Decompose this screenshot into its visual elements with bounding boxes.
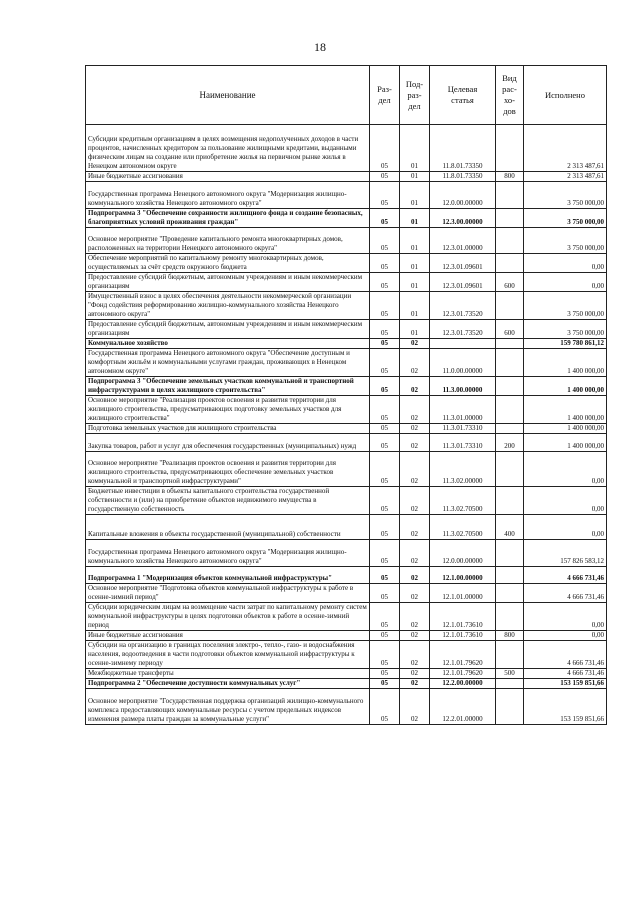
cell-razdel: 05 <box>370 209 400 228</box>
cell-expense-type: 800 <box>496 631 524 641</box>
cell-razdel: 05 <box>370 631 400 641</box>
cell-article: 11.3.00.00000 <box>430 377 496 396</box>
cell-podrazdel: 02 <box>400 567 430 584</box>
table-row <box>86 631 607 641</box>
table-row <box>86 377 607 396</box>
cell-name: Подготовка земельных участков для жилищного строительства <box>86 424 370 434</box>
cell-podrazdel: 02 <box>400 377 430 396</box>
cell-expense-type <box>496 339 524 349</box>
cell-article: 11.3.02.00000 <box>430 452 496 487</box>
header-podrazdel-line: Под- <box>405 78 424 89</box>
header-article-line: Целевая <box>447 84 478 94</box>
cell-podrazdel: 01 <box>400 254 430 273</box>
cell-razdel: 05 <box>370 320 400 339</box>
table-row <box>86 424 607 434</box>
cell-article: 11.8.01.73350 <box>430 172 496 182</box>
cell-expense-type <box>496 377 524 396</box>
cell-razdel: 05 <box>370 540 400 567</box>
cell-name: Предоставление субсидий бюджетным, автономным учреждениям и иным некоммерческим организациям <box>86 320 370 339</box>
cell-podrazdel: 02 <box>400 540 430 567</box>
header-expense-type <box>496 66 524 125</box>
cell-article: 12.2.01.00000 <box>430 689 496 725</box>
table-row <box>86 603 607 631</box>
cell-podrazdel: 02 <box>400 452 430 487</box>
cell-expense-type <box>496 396 524 424</box>
cell-name: Основное мероприятие "Реализация проектов освоения и развития территории для жилищного строительства, предусматривающих подготовку земельных участков для жилищного строительства" <box>86 396 370 424</box>
cell-razdel: 05 <box>370 292 400 320</box>
cell-podrazdel: 02 <box>400 424 430 434</box>
table-row <box>86 540 607 567</box>
header-razdel-line: дел <box>378 95 391 105</box>
cell-executed: 0,00 <box>524 273 607 292</box>
table-row <box>86 273 607 292</box>
cell-executed: 0,00 <box>524 603 607 631</box>
cell-name: Межбюджетные трансферты <box>86 669 370 679</box>
header-razdel-line: Раз- <box>377 84 392 94</box>
cell-expense-type <box>496 567 524 584</box>
cell-executed: 4 666 731,46 <box>524 641 607 669</box>
cell-razdel: 05 <box>370 515 400 540</box>
table-row <box>86 209 607 228</box>
cell-razdel: 05 <box>370 125 400 172</box>
table-row <box>86 228 607 254</box>
table-row <box>86 641 607 669</box>
cell-executed: 4 666 731,46 <box>524 669 607 679</box>
table-row <box>86 172 607 182</box>
cell-razdel: 05 <box>370 273 400 292</box>
header-executed: Исполнено <box>524 66 607 125</box>
cell-podrazdel: 01 <box>400 292 430 320</box>
cell-article: 12.1.01.79620 <box>430 669 496 679</box>
cell-name: Субсидии юридическим лицам на возмещение части затрат по капитальному ремонту систем коммунальной инфраструктуры в целях подготовки объектов к работе в осенне-зимний период <box>86 603 370 631</box>
cell-article: 12.1.01.73610 <box>430 603 496 631</box>
cell-executed: 1 400 000,00 <box>524 424 607 434</box>
header-expense-type-line: дов <box>503 106 516 116</box>
cell-expense-type <box>496 182 524 209</box>
cell-executed: 0,00 <box>524 515 607 540</box>
cell-podrazdel: 02 <box>400 339 430 349</box>
cell-expense-type <box>496 641 524 669</box>
cell-expense-type: 600 <box>496 273 524 292</box>
table-row <box>86 567 607 584</box>
cell-article: 11.3.02.70500 <box>430 515 496 540</box>
cell-expense-type: 200 <box>496 434 524 452</box>
cell-expense-type <box>496 228 524 254</box>
cell-razdel: 05 <box>370 669 400 679</box>
cell-name: Предоставление субсидий бюджетным, автономным учреждениям и иным некоммерческим организациям <box>86 273 370 292</box>
cell-article: 11.3.01.00000 <box>430 396 496 424</box>
header-expense-type-line: рас- <box>502 84 517 94</box>
table-row <box>86 515 607 540</box>
cell-name: Подпрограмма 3 "Обеспечение земельных участков коммунальной и транспортной инфраструктурами в целях жилищного строительства" <box>86 377 370 396</box>
header-name: Наименование <box>86 66 370 125</box>
table-row <box>86 584 607 603</box>
cell-name: Подпрограмма 2 "Обеспечение доступности коммунальных услуг" <box>86 679 370 689</box>
cell-expense-type <box>496 487 524 515</box>
cell-article: 12.3.01.09601 <box>430 254 496 273</box>
cell-podrazdel: 02 <box>400 396 430 424</box>
cell-name: Подпрограмма 3 "Обеспечение сохранности жилищного фонда и создание безопасных, благоприятных условий проживания граждан" <box>86 209 370 228</box>
cell-expense-type: 400 <box>496 515 524 540</box>
cell-executed: 1 400 000,00 <box>524 349 607 377</box>
cell-executed: 1 400 000,00 <box>524 434 607 452</box>
cell-article: 11.8.01.73350 <box>430 125 496 172</box>
cell-podrazdel: 01 <box>400 172 430 182</box>
cell-executed: 3 750 000,00 <box>524 292 607 320</box>
cell-podrazdel: 02 <box>400 669 430 679</box>
header-podrazdel <box>400 66 430 125</box>
page-number: 18 <box>314 40 326 54</box>
cell-article: 12.1.01.73610 <box>430 631 496 641</box>
cell-podrazdel: 02 <box>400 603 430 631</box>
cell-name: Государственная программа Ненецкого автономного округа "Обеспечение доступным и комфортным жильём и коммунальными услугами граждан, проживающих в Ненецком автономном округе" <box>86 349 370 377</box>
cell-razdel: 05 <box>370 349 400 377</box>
cell-name: Субсидии на организацию в границах поселения электро-, тепло-, газо- и водоснабжения населения, водоотведения в части подготовки объектов коммунальной инфраструктуры к осенне-зимнему периоду <box>86 641 370 669</box>
cell-expense-type <box>496 424 524 434</box>
cell-podrazdel: 02 <box>400 679 430 689</box>
cell-name: Обеспечение мероприятий по капитальному ремонту многоквартирных домов, осуществляемых за счёт средств окружного бюджета <box>86 254 370 273</box>
cell-razdel: 05 <box>370 172 400 182</box>
cell-name: Государственная программа Ненецкого автономного округа "Модернизация жилищно-коммунального хозяйства Ненецкого автономного округа" <box>86 540 370 567</box>
cell-executed: 3 750 000,00 <box>524 182 607 209</box>
cell-name: Основное мероприятие "Подготовка объектов коммунальной инфраструктуры к работе в осенне-зимний период" <box>86 584 370 603</box>
cell-article: 11.0.00.00000 <box>430 349 496 377</box>
cell-executed: 2 313 487,61 <box>524 125 607 172</box>
table-header-row <box>86 66 607 125</box>
cell-razdel: 05 <box>370 452 400 487</box>
table-row <box>86 452 607 487</box>
cell-article: 12.3.01.73520 <box>430 292 496 320</box>
cell-podrazdel: 02 <box>400 641 430 669</box>
cell-executed: 4 666 731,46 <box>524 567 607 584</box>
cell-razdel: 05 <box>370 424 400 434</box>
cell-podrazdel: 02 <box>400 689 430 725</box>
cell-executed: 3 750 000,00 <box>524 228 607 254</box>
table-row <box>86 669 607 679</box>
cell-expense-type <box>496 254 524 273</box>
cell-razdel: 05 <box>370 396 400 424</box>
cell-name: Подпрограмма 1 "Модернизация объектов коммунальной инфраструктуры" <box>86 567 370 584</box>
cell-executed: 153 159 851,66 <box>524 689 607 725</box>
cell-podrazdel: 01 <box>400 273 430 292</box>
cell-podrazdel: 02 <box>400 434 430 452</box>
cell-name: Иные бюджетные ассигнования <box>86 631 370 641</box>
cell-podrazdel: 02 <box>400 349 430 377</box>
header-razdel <box>370 66 400 125</box>
cell-expense-type: 500 <box>496 669 524 679</box>
cell-expense-type <box>496 452 524 487</box>
cell-name: Имущественный взнос в целях обеспечения деятельности некоммерческой организации "Фонд содействия реформированию жилищно-коммунального хозяйства Ненецкого автономного округа" <box>86 292 370 320</box>
cell-executed: 1 400 000,00 <box>524 377 607 396</box>
cell-expense-type: 600 <box>496 320 524 339</box>
cell-expense-type <box>496 689 524 725</box>
cell-razdel: 05 <box>370 567 400 584</box>
table-row <box>86 689 607 725</box>
table-row <box>86 254 607 273</box>
table-row <box>86 125 607 172</box>
cell-razdel: 05 <box>370 603 400 631</box>
cell-executed: 0,00 <box>524 631 607 641</box>
cell-podrazdel: 02 <box>400 515 430 540</box>
cell-podrazdel: 02 <box>400 487 430 515</box>
table-row <box>86 320 607 339</box>
budget-table <box>85 65 607 725</box>
cell-article <box>430 339 496 349</box>
cell-article: 12.3.01.00000 <box>430 228 496 254</box>
cell-name: Основное мероприятие "Проведение капитального ремонта многоквартирных домов, расположенных на территории Ненецкого автономного округа" <box>86 228 370 254</box>
cell-executed: 4 666 731,46 <box>524 584 607 603</box>
cell-article: 11.3.01.73310 <box>430 434 496 452</box>
cell-expense-type <box>496 292 524 320</box>
table-row <box>86 349 607 377</box>
cell-article: 12.3.01.73520 <box>430 320 496 339</box>
cell-name: Субсидии кредитным организациям в целях возмещения недополученных доходов в части процентов, начисленных кредитором за пользование жилищными кредитами, выданными физическим лицам на создание или приобретение жилья на первичном рынке жилья в Ненецком автономном округе <box>86 125 370 172</box>
table-row <box>86 396 607 424</box>
header-podrazdel-line: раз- <box>407 89 422 100</box>
cell-article: 12.1.01.79620 <box>430 641 496 669</box>
cell-podrazdel: 02 <box>400 584 430 603</box>
cell-podrazdel: 01 <box>400 228 430 254</box>
cell-razdel: 05 <box>370 641 400 669</box>
header-article <box>430 66 496 125</box>
table-row <box>86 339 607 349</box>
cell-expense-type <box>496 679 524 689</box>
cell-executed: 1 400 000,00 <box>524 396 607 424</box>
header-expense-type-line: Вид <box>502 73 517 83</box>
cell-name: Бюджетные инвестиции в объекты капитального строительства государственной собственности и (или) на приобретение объектов недвижимого имущества в государственную собственность <box>86 487 370 515</box>
cell-expense-type <box>496 125 524 172</box>
cell-razdel: 05 <box>370 228 400 254</box>
cell-executed: 2 313 487,61 <box>524 172 607 182</box>
cell-razdel: 05 <box>370 254 400 273</box>
cell-razdel: 05 <box>370 679 400 689</box>
cell-razdel: 05 <box>370 584 400 603</box>
cell-podrazdel: 01 <box>400 209 430 228</box>
cell-razdel: 05 <box>370 339 400 349</box>
header-article-line: статья <box>451 95 474 105</box>
cell-expense-type <box>496 540 524 567</box>
cell-executed: 153 159 851,66 <box>524 679 607 689</box>
cell-podrazdel: 01 <box>400 182 430 209</box>
cell-podrazdel: 02 <box>400 631 430 641</box>
cell-expense-type <box>496 209 524 228</box>
cell-expense-type <box>496 349 524 377</box>
cell-razdel: 05 <box>370 689 400 725</box>
cell-article: 12.3.00.00000 <box>430 209 496 228</box>
cell-executed: 3 750 000,00 <box>524 209 607 228</box>
cell-name: Основное мероприятие "Реализация проектов освоения и развития территории для жилищного строительства, предусматривающих обеспечение земельных участков коммунальной и транспортной инфраструктурами" <box>86 452 370 487</box>
cell-podrazdel: 01 <box>400 320 430 339</box>
cell-executed: 3 750 000,00 <box>524 320 607 339</box>
header-podrazdel-line: дел <box>408 100 421 111</box>
cell-article: 12.3.01.09601 <box>430 273 496 292</box>
cell-razdel: 05 <box>370 182 400 209</box>
cell-executed: 0,00 <box>524 254 607 273</box>
cell-name: Закупка товаров, работ и услуг для обеспечения государственных (муниципальных) нужд <box>86 434 370 452</box>
cell-razdel: 05 <box>370 434 400 452</box>
cell-executed: 0,00 <box>524 487 607 515</box>
table-row <box>86 292 607 320</box>
cell-article: 12.0.00.00000 <box>430 182 496 209</box>
cell-name: Коммунальное хозяйство <box>86 339 370 349</box>
table-row <box>86 679 607 689</box>
cell-name: Государственная программа Ненецкого автономного округа "Модернизация жилищно-коммунального хозяйства Ненецкого автономного округа" <box>86 182 370 209</box>
cell-article: 11.3.02.70500 <box>430 487 496 515</box>
table-row <box>86 487 607 515</box>
table-body <box>86 125 607 725</box>
cell-executed: 159 780 861,12 <box>524 339 607 349</box>
header-expense-type-line: хо- <box>503 95 515 105</box>
cell-article: 12.1.00.00000 <box>430 567 496 584</box>
cell-expense-type: 800 <box>496 172 524 182</box>
cell-name: Капитальные вложения в объекты государственной (муниципальной) собственности <box>86 515 370 540</box>
cell-name: Иные бюджетные ассигнования <box>86 172 370 182</box>
cell-expense-type <box>496 584 524 603</box>
table-row <box>86 182 607 209</box>
cell-article: 12.2.00.00000 <box>430 679 496 689</box>
cell-razdel: 05 <box>370 487 400 515</box>
cell-name: Основное мероприятие "Государственная поддержка организаций жилищно-коммунального комплекса предоставляющих коммунальные ресурсы с учетом предельных индексов изменения размера платы граждан за коммунальные услуги" <box>86 689 370 725</box>
cell-razdel: 05 <box>370 377 400 396</box>
cell-podrazdel: 01 <box>400 125 430 172</box>
table-row <box>86 434 607 452</box>
cell-article: 11.3.01.73310 <box>430 424 496 434</box>
cell-expense-type <box>496 603 524 631</box>
cell-article: 12.0.00.00000 <box>430 540 496 567</box>
cell-executed: 157 826 583,12 <box>524 540 607 567</box>
cell-article: 12.1.01.00000 <box>430 584 496 603</box>
cell-executed: 0,00 <box>524 452 607 487</box>
